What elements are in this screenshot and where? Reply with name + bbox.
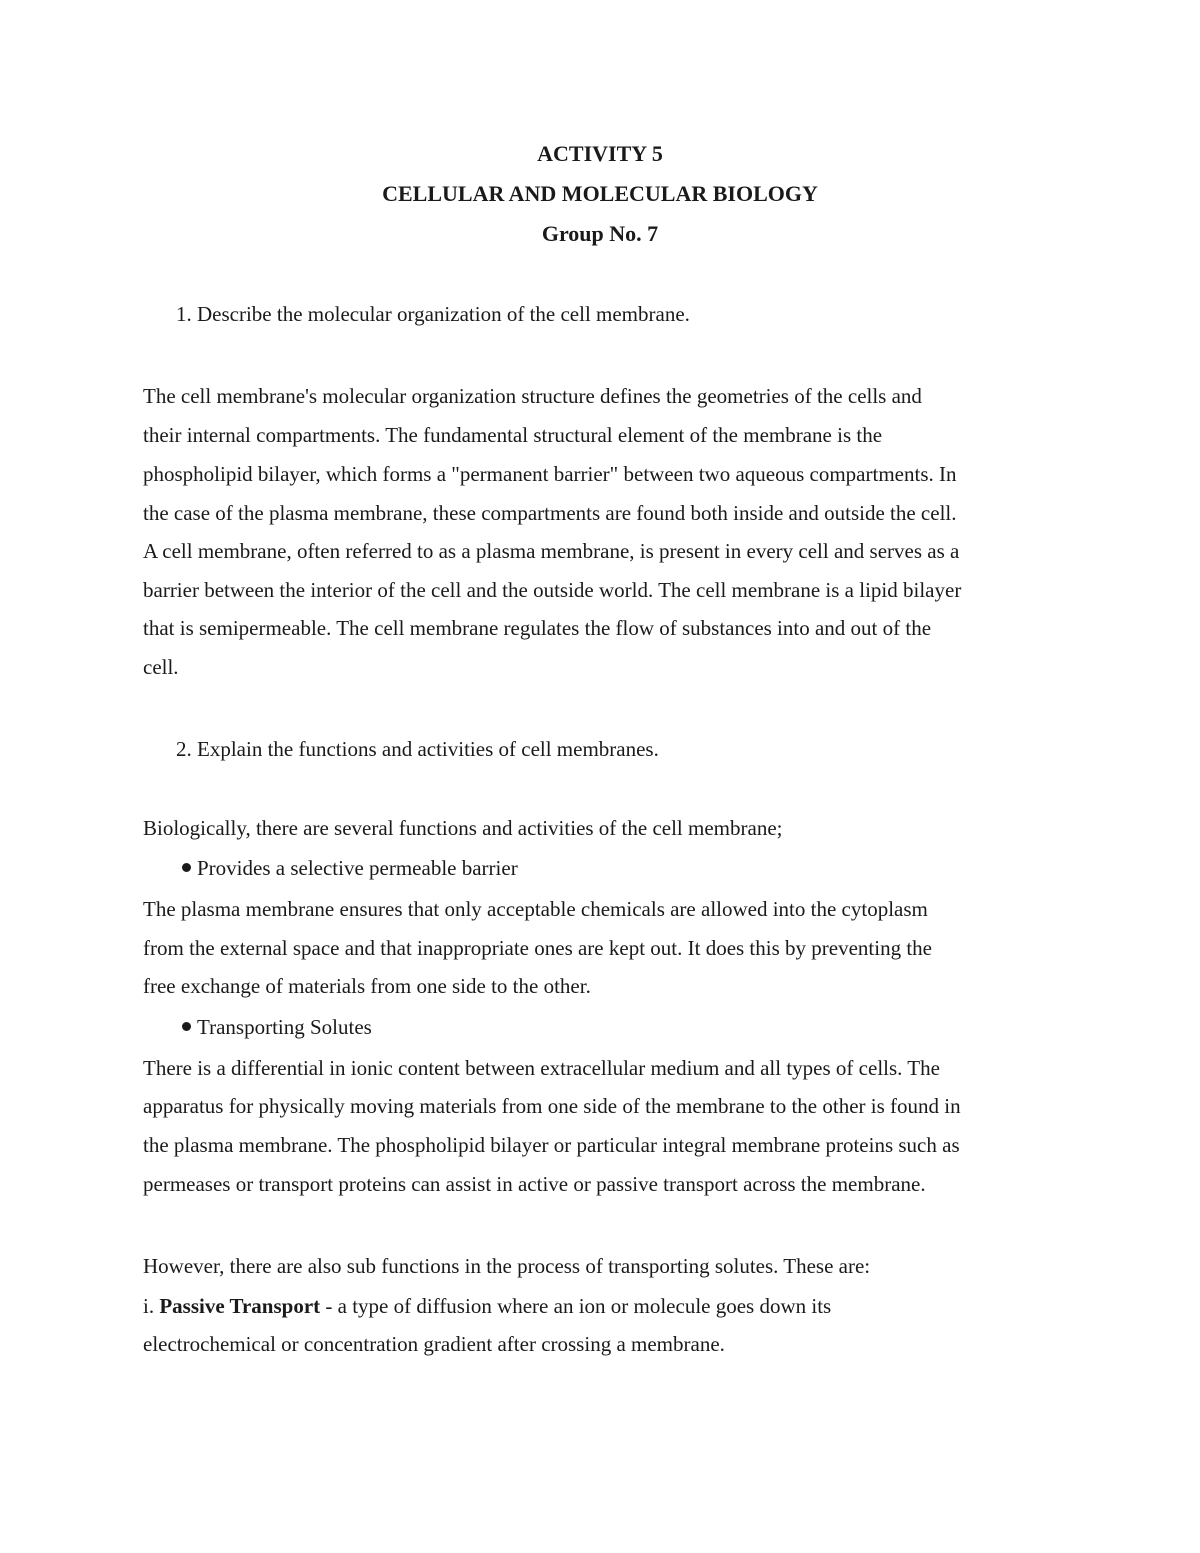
passive-transport-line-2: electrochemical or concentration gradient after crossing a membrane. [143,1332,725,1356]
bullet-item [182,852,518,884]
bullet1-text-line: from the external space and that inappropriate ones are kept out. It does this by preventing the [143,936,932,960]
bullet-label: Transporting Solutes [197,1015,372,1039]
group-number: Group No. 7 [541,221,659,246]
passive-transport-line [143,1290,831,1322]
q1-answer-line: The cell membrane's molecular organization structure defines the geometries of the cells and [143,384,922,408]
bullet-label: Provides a selective permeable barrier [197,856,518,880]
question-2: 2. Explain the functions and activities of cell membranes. [176,737,659,761]
bullet2-text-line: permeases or transport proteins can assist in active or passive transport across the membrane. [143,1172,926,1196]
bullet2-text-line: the plasma membrane. The phospholipid bilayer or particular integral membrane proteins such as [143,1133,960,1157]
sub-functions-intro: However, there are also sub functions in the process of transporting solutes. These are: [143,1254,871,1278]
bullet-icon [182,1022,191,1031]
bullet-icon [182,863,191,872]
bullet2-text-line: There is a differential in ionic content between extracellular medium and all types of cells. The [143,1056,940,1080]
q1-answer-line: barrier between the interior of the cell and the outside world. The cell membrane is a lipid bilayer [143,578,962,602]
q1-answer-line: that is semipermeable. The cell membrane regulates the flow of substances into and out of the [143,616,932,640]
question-1: 1. Describe the molecular organization of the cell membrane. [176,302,690,326]
bullet2-text-line: apparatus for physically moving materials from one side of the membrane to the other is found in [143,1094,961,1118]
bullet1-text-line: The plasma membrane ensures that only acceptable chemicals are allowed into the cytoplasm [143,897,928,921]
bullet1-text-line: free exchange of materials from one side to the other. [143,974,591,998]
passive-transport-term: Passive Transport [159,1294,321,1318]
course-title: CELLULAR AND MOLECULAR BIOLOGY [382,181,818,206]
q1-answer-line: A cell membrane, often referred to as a plasma membrane, is present in every cell and serves as a [143,539,960,563]
list-marker: i. [143,1294,160,1318]
activity-title: ACTIVITY 5 [537,141,663,166]
q1-answer-line: cell. [143,655,179,679]
q2-intro: Biologically, there are several functions and activities of the cell membrane; [143,816,783,840]
passive-transport-definition: - a type of diffusion where an ion or molecule goes down its [320,1294,832,1318]
q1-answer-line: their internal compartments. The fundamental structural element of the membrane is the [143,423,883,447]
bullet-item [182,1011,372,1043]
q1-answer-line: the case of the plasma membrane, these compartments are found both inside and outside the cell. [143,501,957,525]
q1-answer-line: phospholipid bilayer, which forms a "permanent barrier" between two aqueous compartments. In [143,462,957,486]
